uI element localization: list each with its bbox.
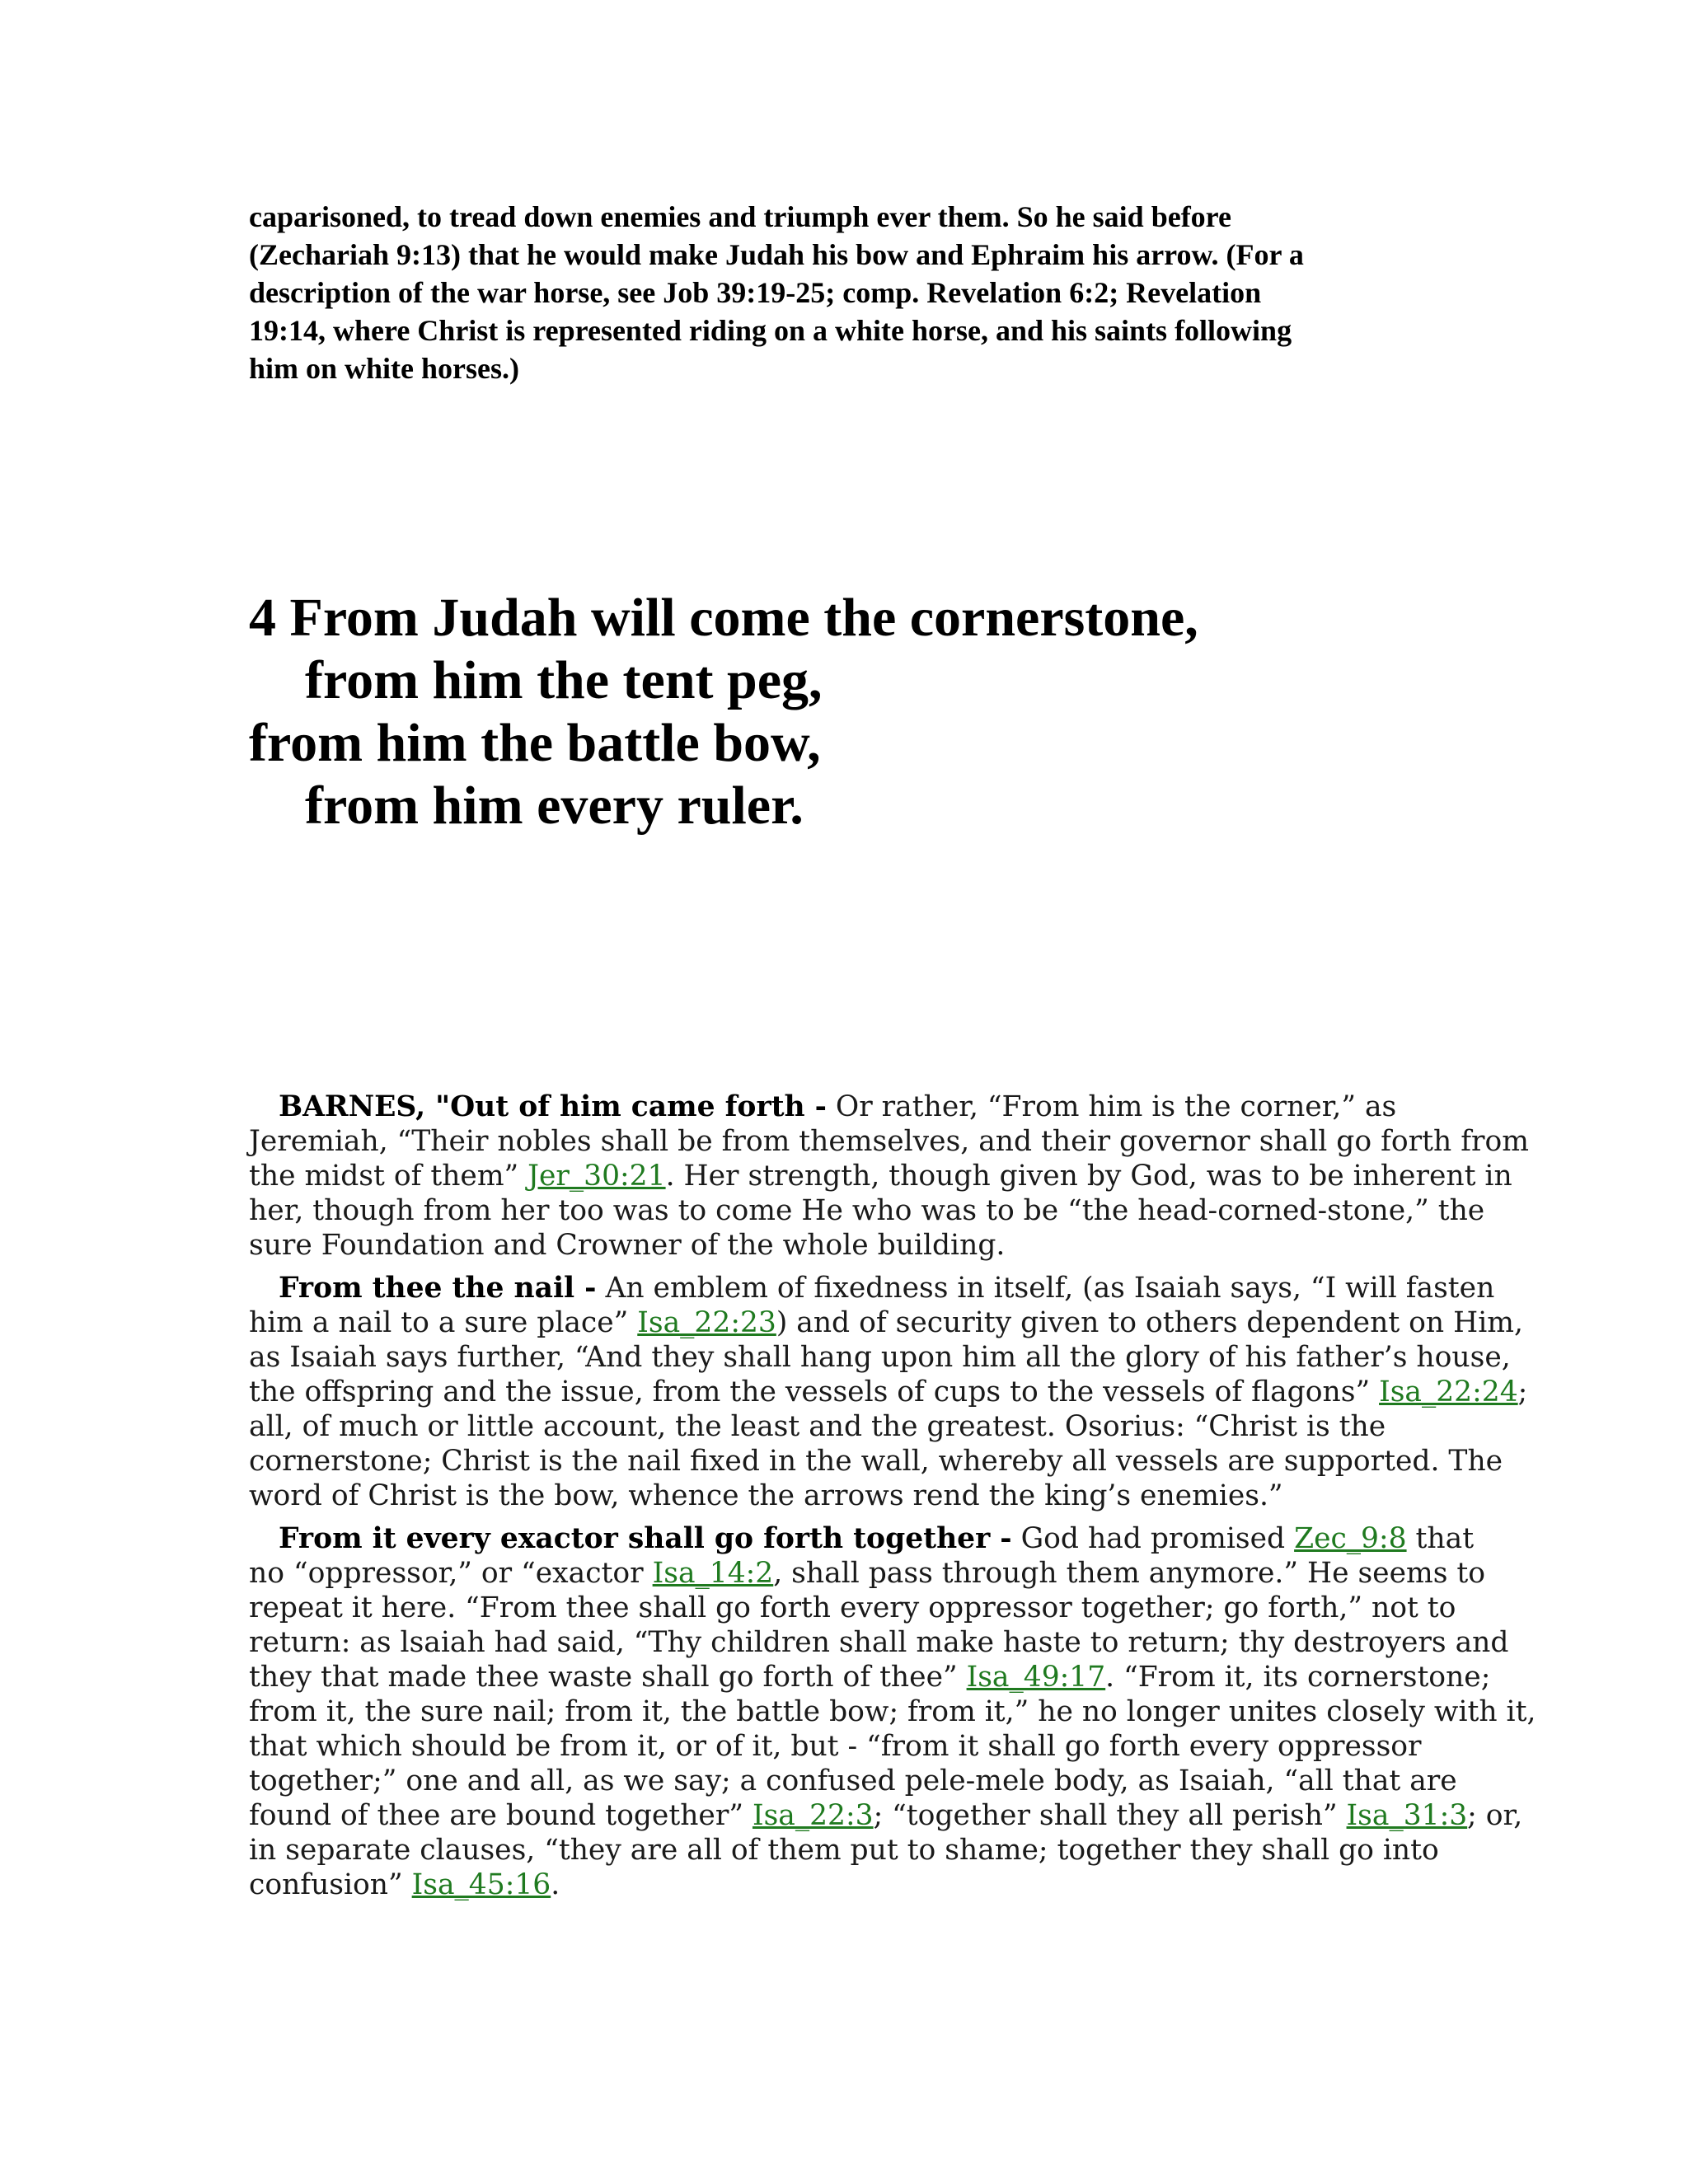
- intro-paragraph: [249, 198, 1436, 387]
- commentary-paragraph: From thee the nail - An emblem of fixedness in itself, (as Isaiah says, “I will fasten him a nail to a sure place” Isa_22:23) and of security given to others dependent on Him, as Isaiah says further, “And they shall hang upon him all the glory of his father’s house, the offspring and the issue, from the vessels of cups to the vessels of flagons” Isa_22:24; all, of much or little account, the least and the greatest. Osorius: “Christ is the cornerstone; Christ is the nail fixed in the wall, whereby all vessels are supported. The word of Christ is the bow, whence the arrows rend the king’s enemies.”: [249, 1272, 1528, 1512]
- verse-line: 4 From Judah will come the cornerstone,: [249, 588, 1198, 648]
- commentary: [249, 1090, 1536, 1910]
- intro-line: (Zechariah 9:13) that he would make Judah his bow and Ephraim his arrow. (For a: [249, 238, 1304, 271]
- intro-line: 19:14, where Christ is represented riding on a white horse, and his saints following: [249, 314, 1292, 347]
- scripture-link[interactable]: Isa_49:17: [966, 1661, 1106, 1694]
- intro-line: description of the war horse, see Job 39:19-25; comp. Revelation 6:2; Revelation: [249, 276, 1262, 309]
- commentary-paragraph: From it every exactor shall go forth together - God had promised Zec_9:8 that no “oppressor,” or “exactor Isa_14:2, shall pass through them anymore.” He seems to repeat it here. “From thee shall go forth every oppressor together; go forth,” not to return: as lsaiah had said, “Thy children shall make haste to return; thy destroyers and they that made thee waste shall go forth of thee” Isa_49:17. “From it, its cornerstone; from it, the sure nail; from it, the battle bow; from it,” he no longer unites closely with it, that which should be from it, or of it, but - “from it shall go forth every oppressor together;” one and all, as we say; a confused pele-mele body, as Isaiah, “all that are found of thee are bound together” Isa_22:3; “together shall they all perish” Isa_31:3; or, in separate clauses, “they are all of them put to shame; together they shall go into confusion” Isa_45:16.: [249, 1522, 1536, 1901]
- intro-line: caparisoned, to tread down enemies and triumph ever them. So he said before: [249, 200, 1231, 233]
- commentary-heading: From it every exactor shall go forth together -: [279, 1522, 1012, 1555]
- scripture-link[interactable]: Isa_14:2: [652, 1557, 774, 1590]
- commentary-heading: BARNES, "Out of him came forth -: [279, 1090, 827, 1123]
- verse-line: from him the tent peg,: [305, 650, 823, 710]
- scripture-link[interactable]: Isa_31:3: [1346, 1799, 1468, 1832]
- scripture-link[interactable]: Zec_9:8: [1294, 1522, 1407, 1555]
- commentary-heading: From thee the nail -: [279, 1272, 597, 1305]
- intro-line: him on white horses.): [249, 352, 520, 385]
- scripture-link[interactable]: Isa_22:23: [637, 1306, 776, 1339]
- verse-line: from him the battle bow,: [249, 713, 821, 773]
- commentary-paragraph: BARNES, "Out of him came forth - Or rather, “From him is the corner,” as Jeremiah, “Their nobles shall be from themselves, and their governor shall go forth from the midst of them” Jer_30:21. Her strength, though given by God, was to be inherent in her, though from her too was to come He who was to be “the head-corned-stone,” the sure Foundation and Crowner of the whole building.: [249, 1090, 1529, 1262]
- verse-line: from him every ruler.: [305, 776, 804, 836]
- scripture-link[interactable]: Isa_22:24: [1379, 1376, 1518, 1408]
- scripture-link[interactable]: Jer_30:21: [528, 1160, 666, 1193]
- verse-heading: [249, 587, 1485, 837]
- scripture-link[interactable]: Isa_45:16: [411, 1868, 551, 1901]
- scripture-link[interactable]: Isa_22:3: [752, 1799, 874, 1832]
